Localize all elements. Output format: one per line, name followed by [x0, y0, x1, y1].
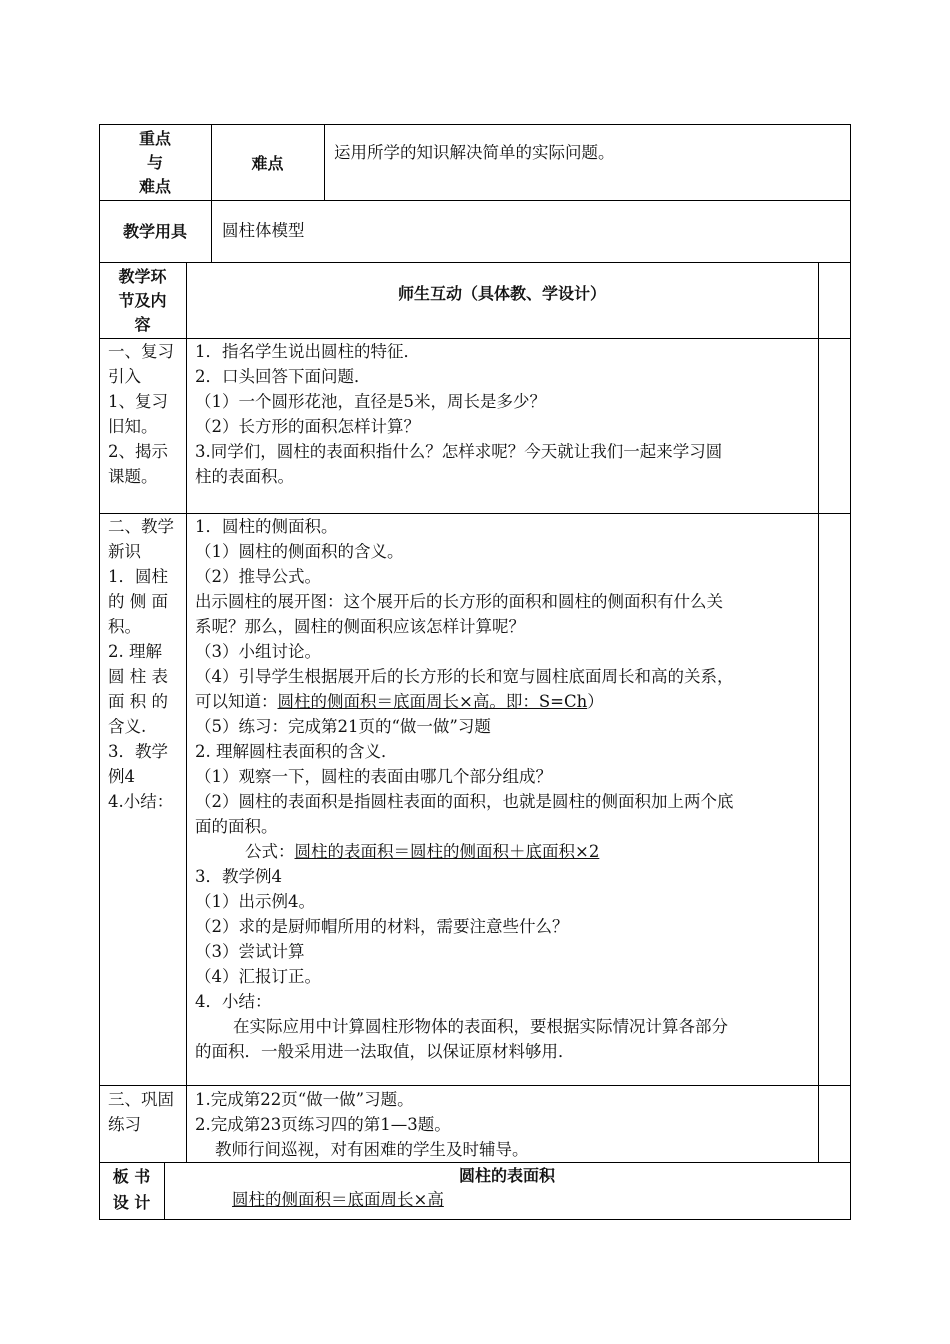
surface-area-formula: 圆柱的表面积＝圆柱的侧面积＋底面积×2 — [294, 842, 600, 861]
tools-label: 教学用具 — [122, 222, 187, 241]
review-stage: 一、复习 引入 1、复习 旧知。 2、揭示 课题。 — [108, 342, 174, 486]
new-lesson-stage: 二、教学 新识 1．圆柱 的 侧 面 积。 2. 理解 圆 柱 表 面 积 的 含义. 3．教学 例4 4.小结： — [108, 517, 174, 811]
surface-area-formula-line: 公式：圆柱的表面积＝圆柱的侧面积＋底面积×2 — [245, 842, 600, 861]
focus-label-line-2: 与 — [146, 153, 163, 172]
new-lesson-content: 1．圆柱的侧面积。 （1）圆柱的侧面积的含义。 （2）推导公式。 出示圆柱的展开图：这个展开后的长方形的面积和圆柱的侧面积有什么关 系呢？那么，圆柱的侧面积应该怎样计算呢？ （3）小组讨论。 （4）引导学生根据展开后的长方形的长和宽与圆柱底面周长和高的关系， 可以知道：圆柱的侧面积＝底面周长×高。即：S=Ch） （5）练习：完成第21页的“做一做”习题 2. 理解圆柱表面积的含义． （1）观察一下，圆柱的表面由哪几个部分组成？ （2）圆柱的表面积是指圆柱表面的面积，也就是圆柱的侧面积加上两个底 面的面积。 公式：圆柱的表面积＝圆柱的侧面积＋底面积×2 3．教学例4 （1）出示例4。 （2）求的是厨师帽所用的材料，需要注意些什么？ （3）尝试计算 （4）汇报订正。 4．小结： 在实际应用中计算圆柱形物体的表面积，要根据实际情况计算各部分 的面积．一般采用进一法取值，以保证原材料够用． — [195, 517, 734, 1061]
review-content: 1．指名学生说出圆柱的特征． 2．口头回答下面问题． （1）一个圆形花池，直径是5米，周长是多少？ （2）长方形的面积怎样计算？ 3.同学们，圆柱的表面积指什么？怎样求呢？今天就让我们一起来学习圆 柱的表面积。 — [195, 342, 723, 486]
stage-header-line-2: 节及内 — [118, 291, 167, 310]
difficulty-content: 运用所学的知识解决简单的实际问题。 — [334, 143, 615, 162]
tools-content: 圆柱体模型 — [222, 221, 305, 240]
stage-header-line-1: 教学环 — [118, 267, 167, 286]
difficulty-label: 难点 — [251, 154, 284, 173]
side-area-formula: 圆柱的侧面积＝底面周长×高。即：S=Ch — [277, 692, 588, 711]
stage-header — [99, 265, 186, 337]
board-label: 板 书 设 计 — [112, 1167, 151, 1212]
focus-label-line-1: 重点 — [138, 129, 171, 148]
focus-label-line-3: 难点 — [138, 177, 171, 196]
interaction-header: 师生互动（具体教、学设计） — [397, 284, 606, 303]
practice-content: 1.完成第22页“做一做”习题。 2.完成第23页练习四的第1—3题。 教师行间巡视，对有困难的学生及时辅导。 — [195, 1090, 529, 1159]
side-area-formula-line: 可以知道：圆柱的侧面积＝底面周长×高。即：S=Ch） — [195, 692, 604, 711]
board-formula: 圆柱的侧面积＝底面周长×高 — [232, 1190, 444, 1209]
stage-header-line-3: 容 — [134, 315, 151, 334]
practice-stage: 三、巩固 练习 — [108, 1090, 174, 1134]
focus-label — [99, 127, 211, 199]
board-title: 圆柱的表面积 — [458, 1166, 555, 1185]
